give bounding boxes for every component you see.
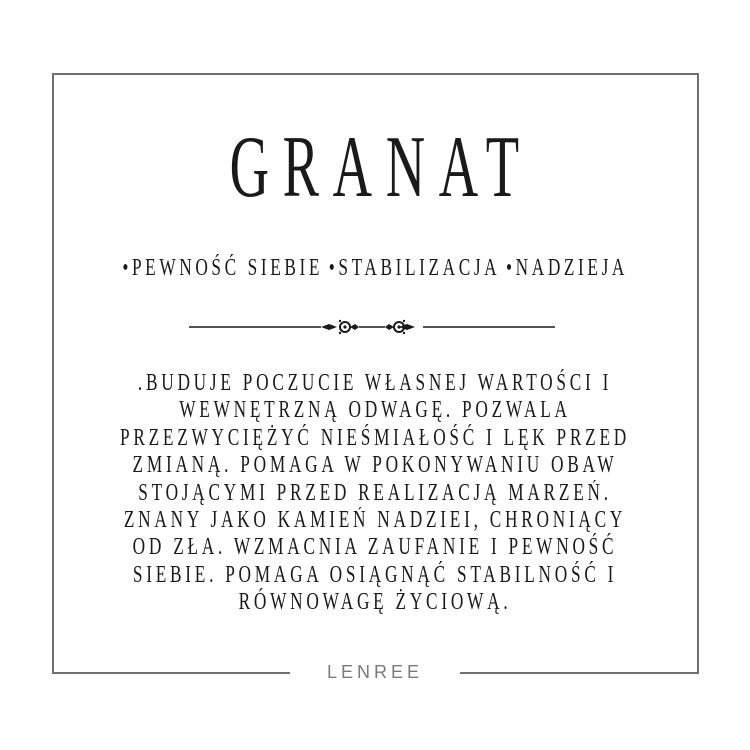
decorative-divider-icon bbox=[189, 316, 555, 338]
description-line: STOJĄCYMI PRZED REALIZACJĄ MARZEŃ. bbox=[138, 479, 612, 506]
description-line: OD ZŁA. WZMACNIA ZAUFANIE I PEWNOŚĆ bbox=[132, 534, 618, 561]
traits-line bbox=[0, 253, 750, 283]
description-line: SIEBIE. POMAGA OSIĄGNĄĆ STABILNOŚĆ I bbox=[132, 561, 618, 588]
stone-description bbox=[0, 370, 750, 617]
description-line: ZMIANĄ. POMAGA W POKONYWANIU OBAW bbox=[132, 452, 618, 479]
frame-bottom-rule-left bbox=[52, 672, 290, 674]
frame-bottom-rule-right bbox=[460, 672, 699, 674]
trait-hope: •NADZIEJA bbox=[505, 255, 628, 281]
trait-stabilization: •STABILIZACJA bbox=[328, 255, 501, 281]
trait-confidence: •PEWNOŚĆ SIEBIE bbox=[122, 255, 323, 281]
brand-name: LENREE bbox=[326, 662, 424, 682]
description-line: ZNANY JAKO KAMIEŃ NADZIEI, CHRONIĄCY bbox=[123, 507, 627, 534]
description-line: WEWNĘTRZNĄ ODWAGĘ. POZWALA bbox=[179, 397, 571, 424]
description-line: .BUDUJE POCZUCIE WŁASNEJ WARTOŚCI I bbox=[137, 370, 613, 396]
description-line: RÓWNOWAGĘ ŻYCIOWĄ. bbox=[238, 589, 512, 616]
stone-title: GRANAT bbox=[229, 119, 533, 216]
description-line: PRZEZWYCIĘŻYĆ NIEŚMIAŁOŚĆ I LĘK PRZED bbox=[119, 424, 631, 451]
